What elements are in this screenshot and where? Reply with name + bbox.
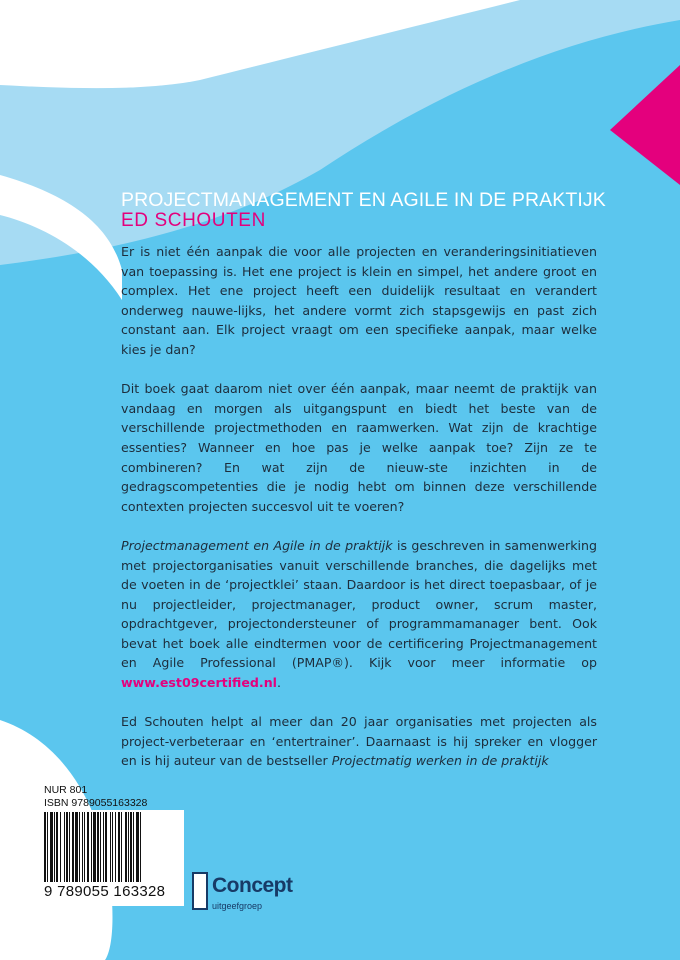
nur-code: NUR 801 xyxy=(44,784,88,796)
blurb xyxy=(121,242,597,791)
blurb-paragraph-3-text: is geschreven in samenwerking met projectorganisaties vanuit verschillende branches, die dagelijks met de voeten in de ‘projectklei’ staan. Daardoor is het direct toepasbaar, of je nu projectleider, projectmanager, product owner, scrum master, opdrachtgever, projectondersteuner of programmamanager bent. Ook bevat het boek alle eindtermen voor de certificering Projectmanagement en Agile Professional (PMAP®). Kijk voor meer informatie op xyxy=(121,537,597,671)
isbn-label: ISBN 9789055163328 xyxy=(44,797,148,809)
blurb-paragraph-4-text: Ed Schouten helpt al meer dan 20 jaar organisaties met projecten als project-verbeteraar en ‘entertrainer’. Daarnaast is hij spreker en vlogger en is hij auteur van de bestseller xyxy=(121,714,597,769)
book-title: PROJECTMANAGEMENT EN AGILE IN DE PRAKTIJK xyxy=(121,189,606,211)
blurb-paragraph-2: Dit boek gaat daarom niet over één aanpak, maar neemt de praktijk van vandaag en morgen als uitgangspunt en biedt het beste van de verschillende projectmethoden en raamwerken. Wat zijn de krachtige essenties? Wanneer en hoe pas je welke aanpak toe? Zijn ze te combineren? En wat zijn de nieuw-ste inzichten in de gedragscompetenties die je nodig hebt om binnen deze verschillende contexten projecten succesvol uit te voeren? xyxy=(121,381,597,514)
blurb-paragraph-4 xyxy=(121,712,597,771)
certification-link[interactable]: www.est09certified.nl xyxy=(121,675,277,691)
book-title-italic: Projectmanagement en Agile in de praktijk xyxy=(121,537,393,553)
publisher-logo xyxy=(192,870,293,916)
publisher-subtitle: uitgeefgroep xyxy=(212,901,263,911)
blurb-paragraph-1: Er is niet één aanpak die voor alle projecten en veranderingsinitiatieven van toepassing is. Het ene project is klein en simpel, het andere groot en complex. Het ene project heeft een duidelijk resultaat en verandert onderweg nauwe-lijks, het andere vormt zich stapsgewijs en past zich constant aan. Elk project vraagt om een specifieke aanpak, maar welke kies je dan? xyxy=(121,244,597,357)
concept-logo-icon xyxy=(192,872,208,910)
barcode-digits: 9 789055 163328 xyxy=(44,883,166,900)
book-author: ED SCHOUTEN xyxy=(121,210,266,231)
publisher-name: Concept xyxy=(212,874,293,897)
blurb-paragraph-3-end: . xyxy=(276,675,281,691)
bestseller-title: Projectmatig werken in de praktijk xyxy=(331,753,549,769)
blurb-paragraph-3 xyxy=(121,536,597,693)
